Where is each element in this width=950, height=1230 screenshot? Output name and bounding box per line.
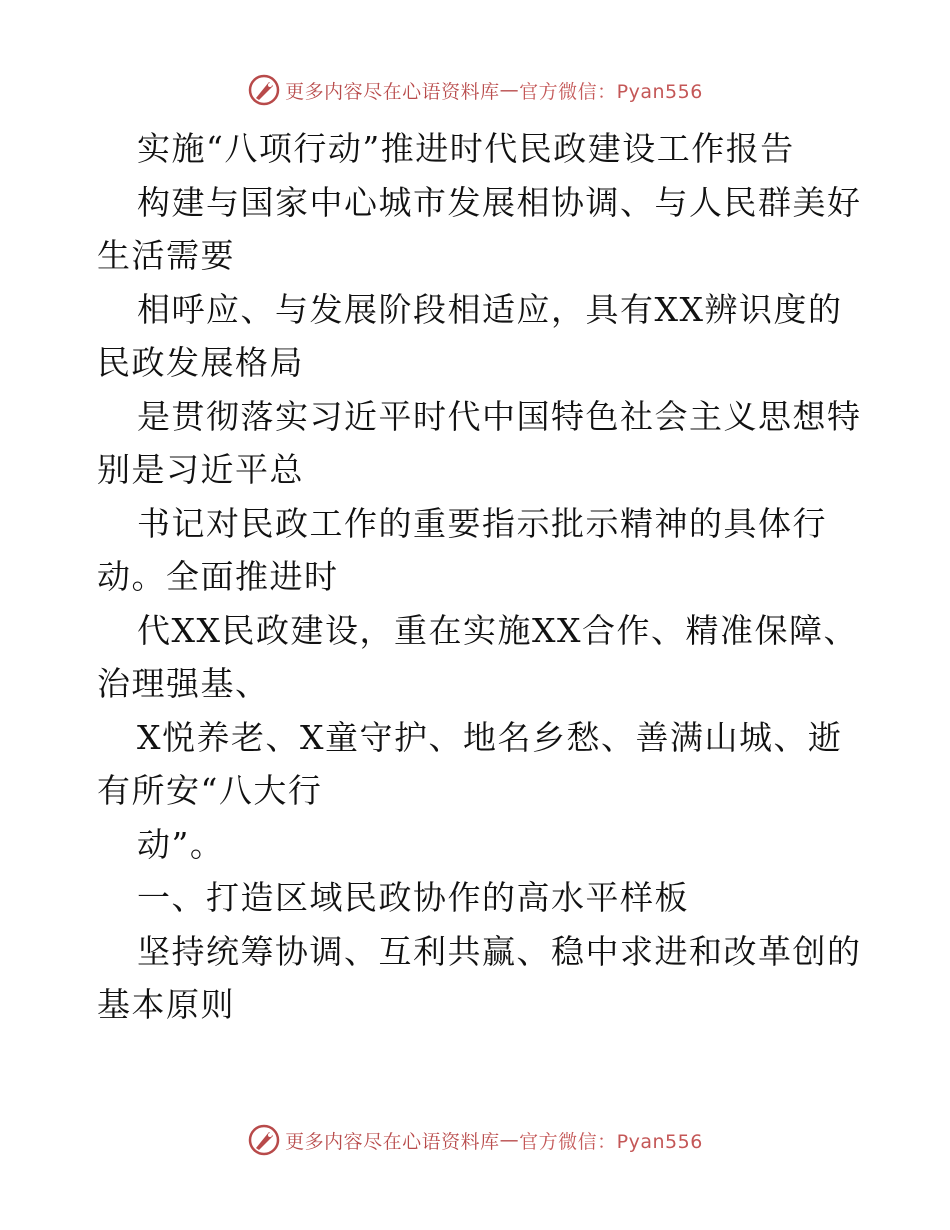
text-line: 基本原则 [97,985,235,1024]
text-line: X悦养老、X童守护、地名乡愁、善满山城、逝 [137,717,843,757]
text-line: 相呼应、与发展阶段相适应，具有XX辨识度的 [137,289,843,329]
text-line: 别是习近平总 [97,450,304,489]
banner-wechat: 官方微信：Pyan556 [519,1130,703,1153]
text-line: 书记对民政工作的重要指示批示精神的具体行 [137,503,827,543]
banner-separator: — [499,1129,520,1151]
banner-text: 更多内容尽在心语资料库 [285,80,500,103]
text-line: 动”。 [137,824,225,864]
text-line: 代XX民政建设，重在实施XX合作、精准保障、 [137,610,858,650]
text-line: 构建与国家中心城市发展相协调、与人民群美好 [137,182,862,222]
banner-text: 更多内容尽在心语资料库 [285,1130,500,1153]
text-line: 有所安“八大行 [97,771,323,810]
pen-nib-icon [247,73,281,107]
text-line: 动。全面推进时 [97,557,339,596]
doc-title: 实施“八项行动”推进时代民政建设工作报告 [137,129,795,168]
pen-nib-icon [247,1123,281,1157]
header-banner [0,70,950,110]
text-line: 治理强基、 [97,664,270,703]
banner-separator: — [499,79,520,101]
text-line: 是贯彻落实习近平时代中国特色社会主义思想特 [137,396,862,436]
text-line: 民政发展格局 [97,343,304,382]
footer-banner [0,1120,950,1160]
document-body [97,122,862,1032]
text-line: 生活需要 [97,236,235,275]
text-line: 坚持统筹协调、互利共赢、稳中求进和改革创的 [137,931,862,971]
section-heading: 一、打造区域民政协作的高水平样板 [137,878,689,917]
banner-wechat: 官方微信：Pyan556 [519,80,703,103]
